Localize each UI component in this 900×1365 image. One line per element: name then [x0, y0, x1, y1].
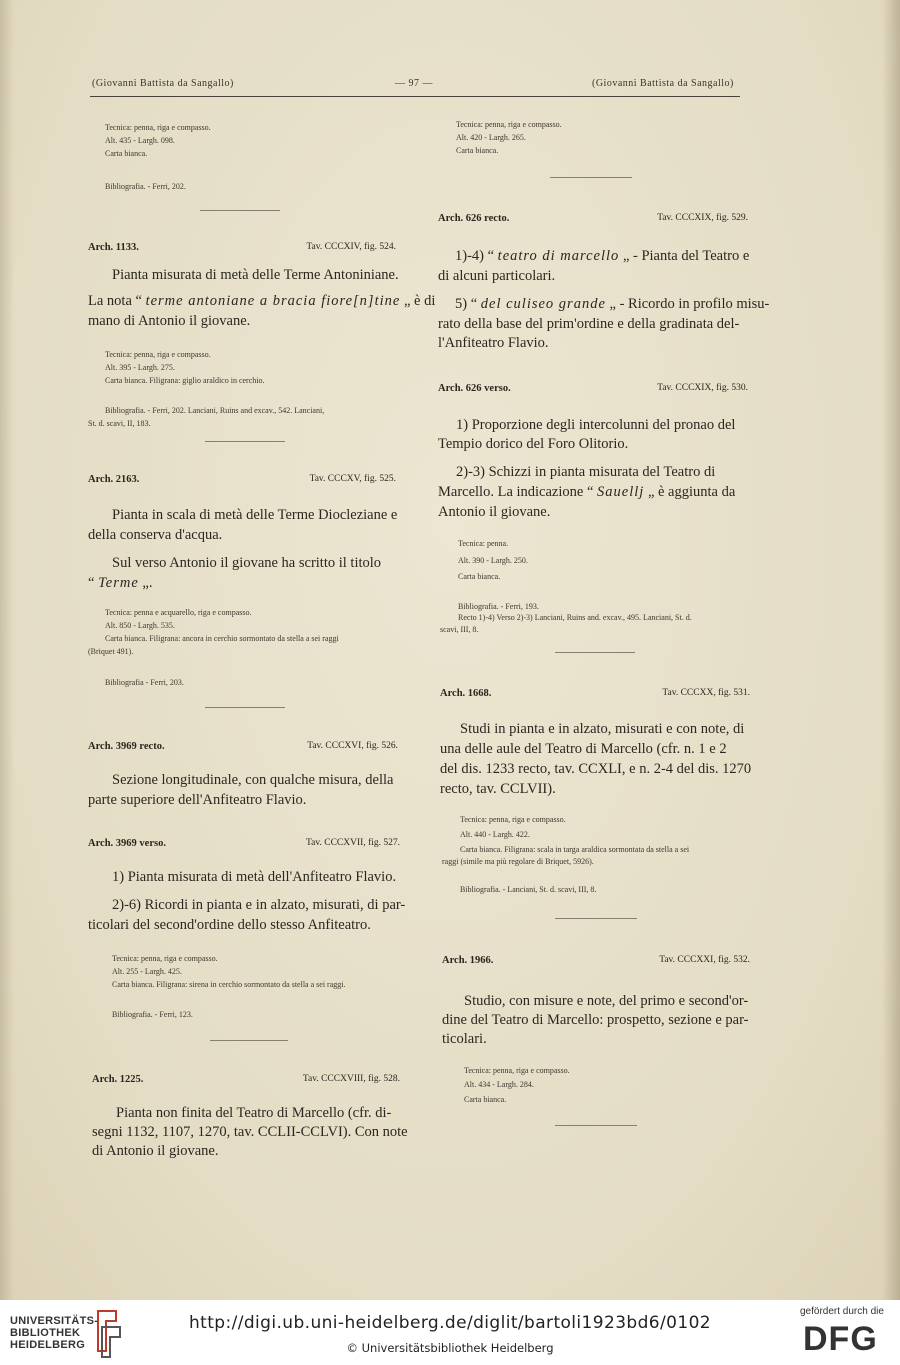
bibliography: Recto 1)-4) Verso 2)-3) Lanciani, Ruins and. excav., 495. Lanciani, St. d. [458, 613, 692, 622]
separator [205, 707, 285, 708]
tech-line: Tecnica: penna, riga e compasso. [112, 954, 218, 963]
tav-fig: Tav. CCCXIX, fig. 529. [657, 213, 748, 223]
tav-fig: Tav. CCCXVI, fig. 526. [307, 741, 398, 751]
page-shadow-left [0, 0, 14, 1300]
tech-line: Tecnica: penna, riga e compasso. [460, 815, 566, 824]
copyright-notice: © Universitätsbibliothek Heidelberg [346, 1341, 554, 1355]
body-line: 1) Proporzione degli intercolunni del pronao del [456, 417, 736, 433]
tech-line: Carta bianca. Filigrana: scala in targa araldica sormontata da stella a sei [460, 845, 690, 854]
tech-line: raggi (simile ma più regolare di Briquet, 5926). [442, 857, 594, 866]
tav-fig: Tav. CCCXXI, fig. 532. [659, 955, 750, 965]
separator [210, 1040, 288, 1041]
separator [555, 652, 635, 653]
tech-line: Alt. 440 - Largh. 422. [460, 830, 530, 839]
arch-number: Arch. 1225. [92, 1074, 144, 1085]
arch-number: Arch. 1668. [440, 688, 492, 699]
dfg-funding-label: gefördert durch die [800, 1306, 884, 1317]
bibliography: Bibliografia. - Ferri, 123. [112, 1010, 193, 1019]
bibliography: Bibliografia. - Ferri, 193. [458, 602, 539, 611]
tech-line: Tecnica: penna. [458, 539, 509, 548]
header-rule [90, 96, 740, 97]
dfg-logo[interactable]: DFG [803, 1320, 878, 1358]
body-line: parte superiore dell'Anfiteatro Flavio. [88, 792, 307, 808]
body-line: 1)-4) “ teatro di marcello „ - Pianta del Teatro e [455, 248, 750, 264]
separator [200, 210, 280, 211]
bibliography: Bibliografia. - Ferri, 202. [105, 182, 186, 191]
separator [555, 918, 637, 919]
tech-line: Tecnica: penna e acquarello, riga e compasso. [105, 608, 252, 617]
tech-line: Alt. 395 - Largh. 275. [105, 363, 175, 372]
tech-line: (Briquet 491). [88, 647, 134, 656]
bibliography: Bibliografia. - Lanciani, St. d. scavi, III, 8. [460, 885, 597, 894]
body-line: Pianta non finita del Teatro di Marcello (cfr. di- [116, 1105, 392, 1121]
body-line: ticolari. [442, 1031, 487, 1047]
bibliography: scavi, III, 8. [440, 625, 479, 634]
tav-fig: Tav. CCCXVIII, fig. 528. [302, 1074, 400, 1084]
separator [205, 441, 285, 442]
body-line: La nota “ terme antoniane a bracia fiore[n]tine „ è di [88, 293, 436, 309]
tech-line: Tecnica: penna, riga e compasso. [105, 123, 211, 132]
tech-line: Tecnica: penna, riga e compasso. [105, 350, 211, 359]
bibliography: Bibliografia - Ferri, 203. [105, 678, 184, 687]
tech-line: Alt. 850 - Largh. 535. [105, 621, 175, 630]
body-line: Marcello. La indicazione “ Sauellj „ è aggiunta da [438, 484, 736, 500]
tech-line: Alt. 434 - Largh. 284. [464, 1080, 534, 1089]
page-shadow-right [882, 0, 900, 1300]
body-line: della conserva d'acqua. [88, 527, 223, 543]
body-line: 2)-6) Ricordi in pianta e in alzato, misurati, di par- [112, 897, 406, 913]
tav-fig: Tav. CCCXIV, fig. 524. [306, 242, 396, 252]
tav-fig: Tav. CCCXVII, fig. 527. [306, 838, 400, 848]
tech-line: Carta bianca. Filigrana: sirena in cerchio sormontato da stella a sei raggi. [112, 980, 346, 989]
separator [550, 177, 632, 178]
ub-logo-line: BIBLIOTHEK [10, 1327, 81, 1339]
body-line: Pianta misurata di metà delle Terme Antoniniane. [112, 267, 399, 283]
arch-number: Arch. 3969 recto. [88, 741, 165, 752]
separator [555, 1125, 637, 1126]
tech-line: Carta bianca. Filigrana: giglio araldico in cerchio. [105, 376, 265, 385]
body-line: di Antonio il giovane. [92, 1143, 219, 1159]
tech-line: Carta bianca. [105, 149, 148, 158]
running-head-left: (Giovanni Battista da Sangallo) [92, 78, 234, 89]
body-line: del dis. 1233 recto, tav. CCXLI, e n. 2-4 del dis. 1270 [440, 761, 752, 777]
body-line: l'Anfiteatro Flavio. [438, 335, 549, 351]
ub-logo-line: UNIVERSITÄTS- [10, 1315, 99, 1327]
tech-line: Carta bianca. [456, 146, 499, 155]
tech-line: Carta bianca. Filigrana: ancora in cerchio sormontato da stella a sei raggi [105, 634, 339, 643]
body-line: Sul verso Antonio il giovane ha scritto il titolo [112, 555, 382, 571]
arch-number: Arch. 1966. [442, 955, 494, 966]
body-line: di alcuni particolari. [438, 268, 556, 284]
arch-number: Arch. 2163. [88, 474, 140, 485]
tech-line: Alt. 390 - Largh. 250. [458, 556, 528, 565]
body-line: una delle aule del Teatro di Marcello (cfr. n. 1 e 2 [440, 741, 727, 757]
body-line: Pianta in scala di metà delle Terme Diocleziane e [112, 507, 398, 523]
body-line: Studi in pianta e in alzato, misurati e con note, di [460, 721, 745, 737]
bibliography: St. d. scavi, II, 183. [88, 419, 151, 428]
arch-number: Arch. 3969 verso. [88, 838, 166, 849]
tech-line: Alt. 420 - Largh. 265. [456, 133, 526, 142]
tech-line: Alt. 435 - Largh. 098. [105, 136, 175, 145]
body-line: rato della base del prim'ordine e della gradinata del- [438, 316, 740, 332]
body-line: segni 1132, 1107, 1270, tav. CCLII-CCLVI). Con note [92, 1124, 408, 1140]
arch-number: Arch. 626 recto. [438, 213, 510, 224]
tech-line: Tecnica: penna, riga e compasso. [464, 1066, 570, 1075]
tech-line: Tecnica: penna, riga e compasso. [456, 120, 562, 129]
body-line: “ Terme „. [88, 575, 153, 591]
page-number: — 97 — [395, 78, 433, 89]
body-line: dine del Teatro di Marcello: prospetto, sezione e par- [442, 1012, 749, 1028]
bibliography: Bibliografia. - Ferri, 202. Lanciani, Ruins and excav., 542. Lanciani, [105, 406, 325, 415]
arch-number: Arch. 1133. [88, 242, 139, 253]
tav-fig: Tav. CCCXX, fig. 531. [662, 688, 750, 698]
body-line: Antonio il giovane. [438, 504, 551, 520]
body-line: recto, tav. CCLVII). [440, 781, 556, 797]
body-line: Sezione longitudinale, con qualche misura, della [112, 772, 394, 788]
body-line: 2)-3) Schizzi in pianta misurata del Teatro di [456, 464, 716, 480]
tav-fig: Tav. CCCXV, fig. 525. [309, 474, 396, 484]
body-line: 1) Pianta misurata di metà dell'Anfiteatro Flavio. [112, 869, 397, 885]
running-head-right: (Giovanni Battista da Sangallo) [592, 78, 734, 89]
tav-fig: Tav. CCCXIX, fig. 530. [657, 383, 748, 393]
body-line: Studio, con misure e note, del primo e second'or- [464, 993, 749, 1009]
tech-line: Alt. 255 - Largh. 425. [112, 967, 182, 976]
permalink-url[interactable]: http://digi.ub.uni-heidelberg.de/diglit/bartoli1923bd6/0102 [188, 1313, 712, 1333]
body-line: mano di Antonio il giovane. [88, 313, 251, 329]
tech-line: Carta bianca. [458, 572, 501, 581]
body-line: ticolari del second'ordine dello stesso Anfiteatro. [88, 917, 371, 933]
arch-number: Arch. 626 verso. [438, 383, 511, 394]
body-line: 5) “ del culiseo grande „ - Ricordo in profilo misu- [455, 296, 770, 312]
ub-logo-line: HEIDELBERG [10, 1339, 86, 1351]
tech-line: Carta bianca. [464, 1095, 507, 1104]
body-line: Tempio dorico del Foro Olitorio. [438, 436, 629, 452]
